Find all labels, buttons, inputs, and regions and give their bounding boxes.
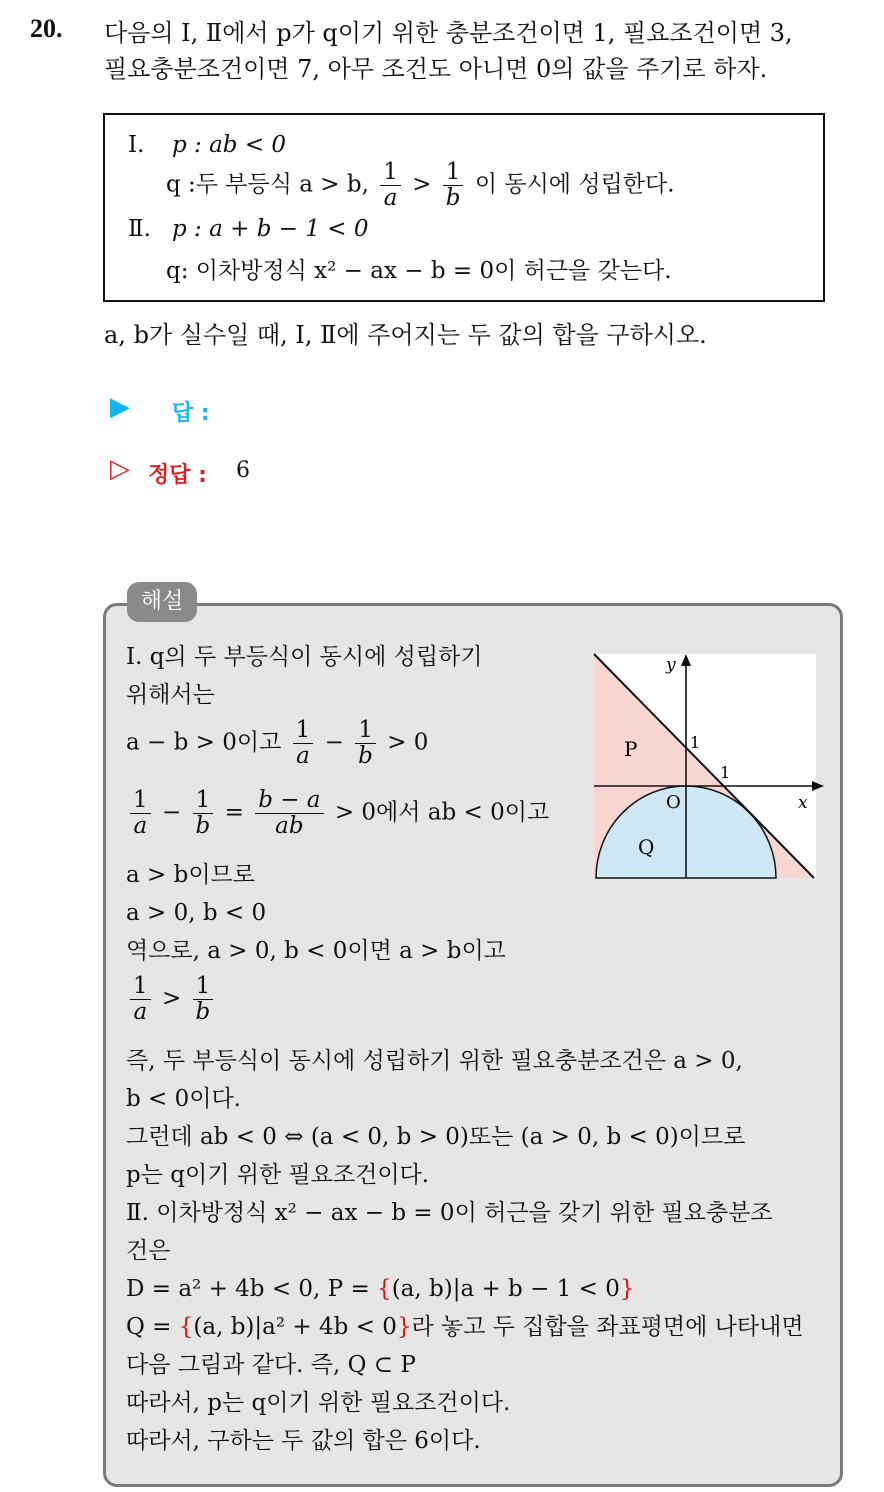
- sol-line-16: Q = {(a, b)|a² + 4b < 0}라 놓고 두 집합을 좌표평면에 나타내면: [126, 1314, 804, 1340]
- outline-play-icon: ▷: [110, 454, 130, 484]
- label-1-x: 1: [720, 763, 731, 782]
- gt-sign: >: [412, 171, 432, 198]
- region-graph: [588, 650, 828, 882]
- sol-line-6: a > 0, b < 0: [126, 900, 267, 926]
- question-text: a, b가 실수일 때, Ⅰ, Ⅱ에 주어지는 두 값의 합을 구하시오.: [104, 321, 707, 349]
- sol-line-10: b < 0이다.: [126, 1086, 241, 1112]
- correct-answer-label: 정답 :: [148, 463, 207, 488]
- cond-II-q: q: 이차방정식 x² − ax − b = 0이 허근을 갖는다.: [166, 258, 672, 284]
- problem-line-1: 다음의 Ⅰ, Ⅱ에서 p가 q이기 위한 충분조건이면 1, 필요조건이면 3,: [104, 19, 793, 47]
- cond-I-q-suffix: 이 동시에 성립한다.: [474, 171, 675, 198]
- fraction-1-over-b: $\frac{1}{b}$: [443, 160, 464, 211]
- sol-line-17: 다음 그림과 같다. 즉, Q ⊂ P: [126, 1352, 416, 1378]
- answer-label: 답 :: [172, 401, 210, 426]
- sol-line-11: 그런데 ab < 0 ⇔ (a < 0, b > 0)또는 (a > 0, b < 0)이므로: [126, 1124, 746, 1150]
- correct-answer-value: 6: [236, 458, 250, 483]
- sol-line-9: 즉, 두 부등식이 동시에 성립하기 위한 필요충분조건은 a > 0,: [126, 1048, 743, 1074]
- sol-line-5: a > b이므로: [126, 862, 255, 888]
- sol-line-1: Ⅰ. q의 두 부등식이 동시에 성립하기: [126, 644, 483, 670]
- sol-line-2: 위해서는: [126, 682, 215, 708]
- fraction-1-over-a: $\frac{1}{a}$: [380, 160, 401, 211]
- problem-line-2: 필요충분조건이면 7, 아무 조건도 아니면 0의 값을 주기로 하자.: [104, 55, 768, 83]
- label-1-y: 1: [690, 733, 701, 752]
- label-x: x: [798, 793, 808, 813]
- x-axis-arrow: [812, 781, 824, 791]
- sol-line-15: D = a² + 4b < 0, P = {(a, b)|a + b − 1 < 0}: [126, 1276, 635, 1302]
- cond-II-p: p : a + b − 1 < 0: [172, 216, 369, 242]
- sol-line-12: p는 q이기 위한 필요조건이다.: [126, 1162, 430, 1188]
- cond-I-q: [166, 160, 675, 211]
- sol-line-8: $\frac{1}{a}$ > $\frac{1}{b}$: [126, 974, 217, 1025]
- sol-line-13: Ⅱ. 이차방정식 x² − ax − b = 0이 허근을 갖기 위한 필요충분조: [126, 1200, 773, 1226]
- cond-II-label: Ⅱ.: [128, 216, 151, 242]
- cond-I-p: p : ab < 0: [172, 132, 287, 158]
- sol-line-7: 역으로, a > 0, b < 0이면 a > b이고: [126, 938, 506, 964]
- sol-line-3: a − b > 0이고 $\frac{1}{a}$ − $\frac{1}{b}$ > 0: [126, 717, 429, 769]
- sol-line-4: $\frac{1}{a}$ − $\frac{1}{b}$ = $\frac{b - a}{ab}$ > 0에서 ab < 0이고: [126, 788, 549, 839]
- label-P: P: [624, 737, 638, 761]
- solution-tag: 해설: [127, 582, 197, 622]
- label-Q: Q: [638, 835, 655, 859]
- label-y: y: [666, 655, 676, 675]
- sol-line-19: 따라서, 구하는 두 값의 합은 6이다.: [126, 1428, 481, 1454]
- sol-line-14: 건은: [126, 1238, 171, 1264]
- sol-line-18: 따라서, p는 q이기 위한 필요조건이다.: [126, 1390, 511, 1416]
- cond-I-q-prefix: q :두 부등식 a > b,: [166, 171, 369, 198]
- problem-number: 20.: [30, 14, 63, 43]
- play-icon: ▶: [110, 392, 130, 422]
- cond-I-label: Ⅰ.: [128, 132, 145, 158]
- label-O: O: [666, 792, 681, 813]
